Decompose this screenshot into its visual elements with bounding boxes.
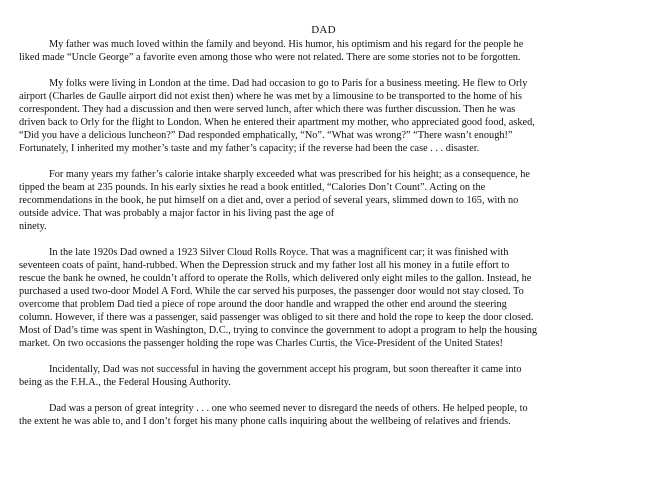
text-line: purchased a used two-door Model A Ford. While the car served his purposes, the passenger door would not stay closed. To [19, 286, 524, 297]
text-line: Fortunately, I inherited my mother’s taste and my father’s capacity; if the reverse had been the case . . . disaster. [19, 143, 480, 154]
text-line: seventeen coats of paint, hand-rubbed. When the Depression struck and my father lost all his money in a futile effort to [19, 260, 510, 271]
text-line: Dad was a person of great integrity . . . one who seemed never to disregard the needs of others. He helped people, to [49, 403, 528, 414]
text-line: In the late 1920s Dad owned a 1923 Silver Cloud Rolls Royce. That was a magnificent car; it was finished with [49, 247, 509, 258]
document-title: DAD [311, 24, 336, 36]
text-line: the extent he was able to, and I don’t forget his many phone calls inquiring about the wellbeing of relatives and friends. [19, 416, 511, 427]
text-line: tipped the beam at 235 pounds. In his early sixties he read a book entitled, “Calories Don’t Count”. Acting on the [19, 182, 486, 193]
text-line: My folks were living in London at the time. Dad had occasion to go to Paris for a business meeting. He flew to Orly [49, 78, 528, 89]
document-body [19, 38, 635, 441]
text-line: rescue the bank he owned, he couldn’t afford to operate the Rolls, which delivered only eight miles to the gallon. Instead, he [19, 273, 532, 284]
text-line: overcome that problem Dad tied a piece of rope around the door handle and wrapped the other end around the steering [19, 299, 507, 310]
text-line: Incidentally, Dad was not successful in having the government accept his program, but soon thereafter it came into [49, 364, 522, 375]
text-line: market. On two occasions the passenger holding the rope was Charles Curtis, the Vice-President of the United States! [19, 338, 503, 349]
text-line: My father was much loved within the family and beyond. His humor, his optimism and his regard for the people he [49, 39, 524, 50]
paragraph [19, 246, 635, 350]
paragraph [19, 168, 635, 233]
text-line: column. However, if there was a passenger, said passenger was obliged to sit there and hold the rope to keep the door closed. [19, 312, 534, 323]
text-line: liked made “Uncle George” a favorite even among those who were not related. There are some stories not to be forgotten. [19, 52, 521, 63]
text-line: correspondent. They had a discussion and then were served lunch, after which there was further discussion. Then he was [19, 104, 516, 115]
paragraph [19, 38, 635, 64]
paragraph [19, 402, 635, 428]
text-line: ninety. [19, 221, 47, 232]
paragraph [19, 363, 635, 389]
text-line: For many years my father’s calorie intake sharply exceeded what was prescribed for his height; as a consequence, he [49, 169, 531, 180]
text-line: recommendations in the book, he put himself on a diet and, over a period of several years, slimmed down to 165, with no [19, 195, 519, 206]
text-line: airport (Charles de Gaulle airport did not exist then) where he was met by a limousine to be transported to the home of his [19, 91, 522, 102]
text-line: being as the F.H.A., the Federal Housing Authority. [19, 377, 231, 388]
text-line: outside advice. That was probably a major factor in his living past the age of [19, 208, 335, 219]
text-line: driven back to Orly for the flight to London. When he entered their apartment my mother, who appreciated good food, asked, [19, 117, 535, 128]
paragraph [19, 77, 635, 155]
text-line: Most of Dad’s time was spent in Washington, D.C., trying to convince the government to adopt a program to help the housing [19, 325, 538, 336]
text-line: “Did you have a delicious luncheon?” Dad responded emphatically, “No”. “What was wrong?” “There wasn’t enough!” [19, 130, 513, 141]
